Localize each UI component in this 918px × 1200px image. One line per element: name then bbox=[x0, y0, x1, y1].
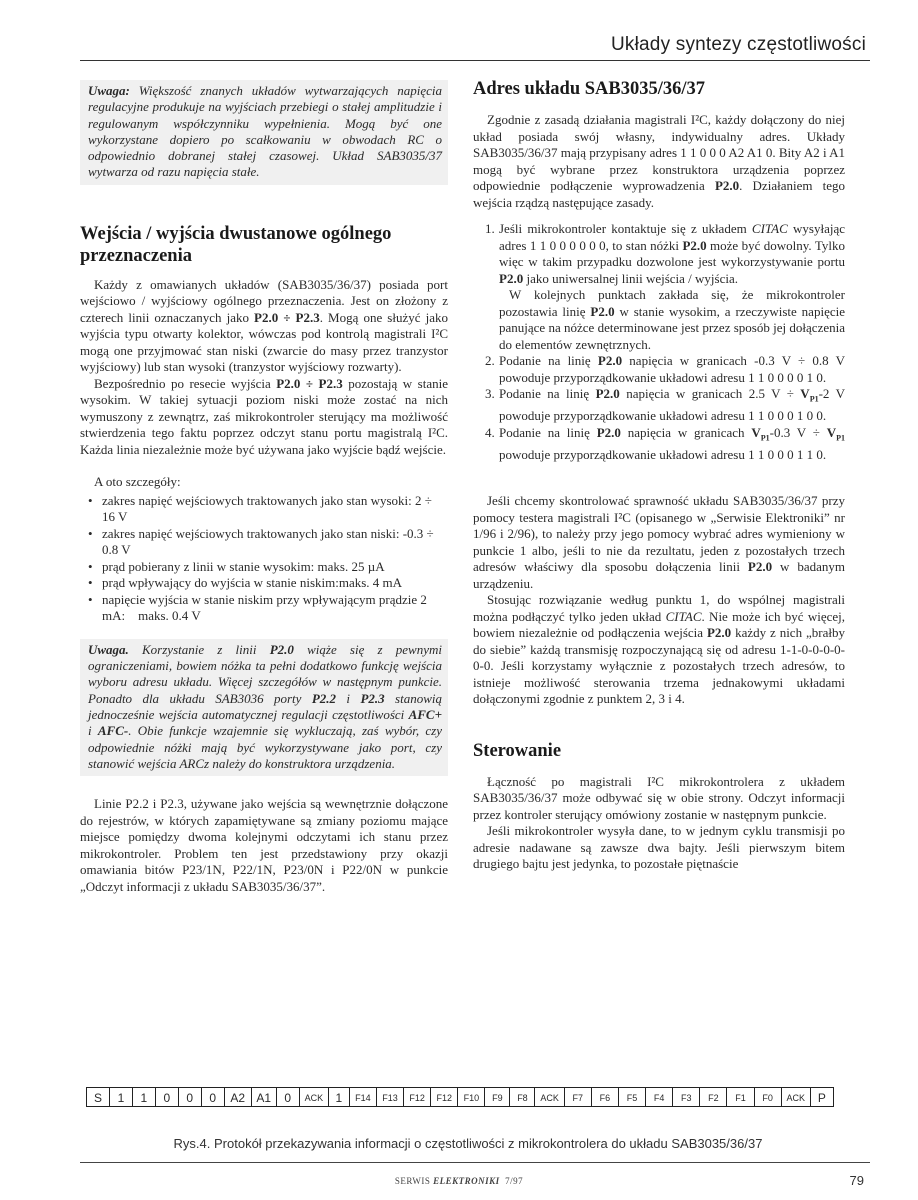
protocol-bit-diagram bbox=[86, 1087, 834, 1107]
bit-cell: F12 bbox=[404, 1088, 431, 1107]
list-item: • prąd wpływający do wyjścia w stanie niskim:maks. 4 mA bbox=[102, 575, 448, 592]
bit-cell: 1 bbox=[328, 1088, 349, 1107]
section-heading-control: Sterowanie bbox=[473, 740, 562, 761]
text: Korzystanie z linii bbox=[128, 641, 270, 657]
bit-cell: 0 bbox=[201, 1088, 224, 1107]
footer-brand: ELEKTRONIKI bbox=[433, 1176, 500, 1186]
bit-cell: F6 bbox=[591, 1088, 618, 1107]
section-heading-io: Wejścia / wyjścia dwustanowe ogólnego przeznaczenia bbox=[80, 223, 392, 266]
paragraph: Jeśli mikrokontroler wysyła dane, to w jednym cyklu transmisji po adresie nadawane są zawsze dwa bajty. Jeśli pierwszym bitem drugiego bajtu jest jedynka, to pozostałe piętnaście bbox=[473, 823, 845, 872]
text-bold: P2.0 bbox=[596, 424, 621, 440]
text: napięcia w granicach bbox=[620, 424, 752, 440]
bit-cell: 1 bbox=[132, 1088, 155, 1107]
text-bold: AFC- bbox=[97, 723, 129, 739]
page-number: 79 bbox=[849, 1173, 864, 1188]
text-bold: P2.0 bbox=[499, 270, 524, 286]
list-item bbox=[485, 386, 845, 425]
item-number: 1. bbox=[485, 221, 495, 236]
bit-cell: 1 bbox=[109, 1088, 132, 1107]
list-item: • zakres napięć wejściowych traktowanych jako stan wysoki: 2 ÷ 16 V bbox=[102, 493, 448, 526]
bit-cell: S bbox=[87, 1088, 110, 1107]
note-box-1 bbox=[80, 80, 448, 185]
bit-cell: F1 bbox=[727, 1088, 754, 1107]
paragraph: Linie P2.2 i P2.3, używane jako wejścia są wewnętrznie dołączone do rejestrów, w których zapamiętywane są zmiany poziomu mające miejsce pomiędzy dwoma kolejnymi odczytami ich stanu przez mikrokontroler. Problem ten jest przedstawiony przy okazji omawiania bitów P23/1N, P22/1N, P23/0N i P22/0N w punkcie „Odczyt informacji z układu SAB3035/36/37”. bbox=[80, 796, 448, 894]
text-bold: P2.0 bbox=[590, 303, 615, 319]
bit-cell: F8 bbox=[510, 1088, 535, 1107]
item-number: 4. bbox=[485, 424, 495, 440]
bit-cell: F13 bbox=[376, 1088, 403, 1107]
text-bold: P2.2 bbox=[311, 690, 337, 706]
paragraph bbox=[80, 277, 448, 376]
footer-issue: 7/97 bbox=[505, 1176, 524, 1186]
text-bold: P2.0 bbox=[682, 237, 707, 253]
text: i bbox=[336, 690, 361, 706]
text-bold: V bbox=[800, 386, 810, 401]
specs-list bbox=[80, 493, 448, 625]
note-label: Uwaga: bbox=[88, 83, 130, 98]
text-bold: P2.0 ÷ P2.3 bbox=[276, 375, 343, 391]
text: każdy z nich „brałby do siebie” każdą transmisję rozpoczynającą się od adresu 1-1-0-0-0-0-0-0. Jeśli korzystamy wyłącznie z pozostałych trzech adresów, to istnieje możliwość sterowania trzema jednakowymi układami dołączonymi zgodnie z punktem 2, 3 i 4. bbox=[473, 625, 845, 707]
bit-cell: F9 bbox=[485, 1088, 510, 1107]
note-label: Uwaga. bbox=[88, 641, 129, 657]
running-header: Układy syntezy częstotliwości bbox=[611, 34, 866, 55]
text: -2 V powoduje przyporządkowanie układowi adresu 1 1 0 0 0 1 0 0. bbox=[499, 386, 845, 424]
bit-cell: 0 bbox=[178, 1088, 201, 1107]
list-item: • prąd pobierany z linii w stanie wysokim: maks. 25 µA bbox=[102, 559, 448, 576]
text: Jeśli chcemy skontrolować sprawność układu SAB3035/36/37 przy pomocy testera magistrali I²C (opisanego w „Serwisie Elektroniki” nr 1/96 i 2/96), to należy przy jego pomocy wybrać adres wymieniony w punkcie 1 albo, jeśli to nie da rezultatu, jeden z pozostałych trzech adresów właściwy dla sposobu dołączenia linii bbox=[473, 493, 845, 575]
bit-cell: F0 bbox=[754, 1088, 781, 1107]
text: stanowią jednocześnie wejścia automatycznej regulacji częstotliwości bbox=[88, 690, 442, 722]
bit-cell: F4 bbox=[646, 1088, 673, 1107]
bit-cell-ack: ACK bbox=[535, 1088, 564, 1107]
text: -0.3 V ÷ bbox=[769, 424, 827, 440]
text: napięcia w granicach -0.3 V ÷ 0.8 V powoduje przyporządkowanie układowi adresu 1 1 0 0 0 0 1 0. bbox=[499, 353, 846, 385]
item-number: 3. bbox=[485, 386, 495, 401]
footer bbox=[0, 1176, 918, 1186]
text-italic: CITAC bbox=[665, 608, 702, 624]
paragraph bbox=[473, 112, 845, 211]
text: pozostają w stanie wysokim. W takiej sytuacji poziom niski może zostać na nich wymuszony z zewnątrz, zaś mikrokontroler sterujący ma możliwość stwierdzenia tego faktu poprzez odczyt stanu portu magistralą I²C. Każda linia niezależnie może być używana jako wyjście bądź wejście. bbox=[80, 375, 448, 457]
footer-rule bbox=[80, 1162, 870, 1163]
bit-cell: F12 bbox=[431, 1088, 458, 1107]
text: Podanie na linię bbox=[499, 424, 597, 440]
text: Bezpośrednio po resecie wyjścia bbox=[94, 375, 277, 391]
text: Stosując rozwiązanie według punktu 1, do wspólnej magistrali można podłączyć tylko jeden układ bbox=[473, 592, 845, 624]
text: Zgodnie z zasadą działania magistrali I²C, każdy dołączony do niej układ posiada swój własny, indywidualny adres. Układy SAB3035/36/37 mają przypisany adres 1 1 0 0 0 A2 A1 0. Bity A2 i A1 mogą być wybrane przez konstruktora urządzenia poprzez odpowiednie podłączenie wyprowadzenia bbox=[473, 112, 845, 193]
subscript: P1 bbox=[760, 433, 770, 443]
right-column bbox=[473, 78, 845, 873]
bit-cell: F3 bbox=[673, 1088, 700, 1107]
text-bold: P2.0 bbox=[595, 386, 620, 401]
text: W kolejnych punktach zakłada się, że mikrokontroler pozostawia linię bbox=[499, 287, 845, 319]
text: może być dowolny. Tylko więc w takim przypadku dozwolone jest wykorzystywanie portu bbox=[499, 237, 845, 269]
text: . Obie funkcje wzajemnie się wykluczają, zaś wybór, czy odpowiednie nóżki mają być wykorzystywane jako port, czy stanowić wejścia ARCz należy do konstruktora urządzenia. bbox=[88, 723, 442, 771]
list-item: • napięcie wyjścia w stanie niskim przy wpływającym prądzie 2 mA: maks. 0.4 V bbox=[102, 592, 448, 625]
bit-cell-ack: ACK bbox=[781, 1088, 810, 1107]
text: i bbox=[88, 723, 98, 739]
item-number: 2. bbox=[485, 353, 495, 368]
bit-cell: F5 bbox=[618, 1088, 645, 1107]
list-item: • zakres napięć wejściowych traktowanych jako stan niski: -0.3 ÷ 0.8 V bbox=[102, 526, 448, 559]
text: wiąże się z pewnymi ograniczeniami, bowiem nóżka ta pełni dodatkowo funkcję wejścia wyboru adresu układu. Więcej szczegółów w następnym punkcie. Ponadto dla układu SAB3036 porty bbox=[88, 641, 442, 706]
bit-cell: F7 bbox=[564, 1088, 591, 1107]
text-bold: P2.0 bbox=[597, 353, 623, 368]
text: Podanie na linię bbox=[499, 353, 598, 368]
details-intro: A oto szczegóły: bbox=[94, 474, 181, 490]
text: Jeśli mikrokontroler kontaktuje się z układem bbox=[499, 221, 752, 236]
bit-cell: F10 bbox=[458, 1088, 485, 1107]
bit-cell: F14 bbox=[349, 1088, 376, 1107]
header-rule bbox=[80, 60, 870, 61]
bit-cell: A2 bbox=[224, 1088, 251, 1107]
text: . Nie może ich być więcej, bowiem niezależnie od podłączenia wejścia bbox=[473, 608, 845, 641]
text-bold: P2.0 bbox=[269, 641, 294, 657]
subscript: P1 bbox=[836, 433, 846, 443]
figure-caption: Rys.4. Protokół przekazywania informacji o częstotliwości z mikrokontrolera do układu SAB3035/36/37 bbox=[173, 1136, 763, 1151]
section-heading-address: Adres układu SAB3035/36/37 bbox=[473, 79, 705, 99]
list-item-continuation bbox=[499, 287, 845, 353]
text: w badanym urządzeniu. bbox=[473, 559, 845, 591]
paragraph bbox=[473, 592, 845, 708]
list-item bbox=[485, 424, 846, 464]
text-italic: CITAC bbox=[751, 221, 788, 236]
text: . Mogą one służyć jako wyjścia typu otwarty kolektor, wówczas pod kontrolą magistrali I²C mogą one przyjmować stan niski (zwarcie do masy przez tranzystor wyjściowy) lub stan wysoki (tranzystor wyjściowy rozwarty). bbox=[80, 309, 448, 375]
bit-cell: F2 bbox=[700, 1088, 727, 1107]
paragraph: Łączność po magistrali I²C mikrokontrolera z układem SAB3035/36/37 może odbywać się w obie strony. Odczyt informacji przez kontroler sterujący omówiony zostanie w następnym punkcie. bbox=[473, 773, 845, 822]
list-item bbox=[485, 353, 846, 386]
bit-cell: 0 bbox=[276, 1088, 299, 1107]
text: wysyłając adres 1 1 0 0 0 0 0 0, to stan nóżki bbox=[499, 221, 846, 253]
text: napięcia w granicach 2.5 V ÷ bbox=[619, 386, 801, 401]
text-bold: V bbox=[751, 424, 761, 440]
text: jako uniwersalnej linii wejścia / wyjścia. bbox=[523, 270, 739, 286]
subscript: P1 bbox=[809, 394, 819, 404]
note-box-2 bbox=[80, 639, 448, 776]
text: w stanie wysokim, a rzeczywiste napięcie panujące na nóżce determinowane jest przez sposób jej dołączenia do elementów zewnętrznych. bbox=[499, 303, 845, 352]
text-bold: P2.0 ÷ P2.3 bbox=[254, 309, 320, 325]
text-bold: P2.0 bbox=[706, 625, 732, 641]
paragraph bbox=[473, 493, 845, 592]
bit-cell: P bbox=[810, 1088, 833, 1107]
text-bold: P2.0 bbox=[714, 178, 740, 193]
text: . Działaniem tego wejścia rządzą następujące zasady. bbox=[473, 178, 845, 210]
text: Każdy z omawianych układów (SAB3035/36/37) posiada port wejściowo / wyjściowy ogólnego przeznaczenia. Jest on złożony z czterech linii oznaczanych jako bbox=[80, 276, 448, 325]
text: powoduje przyporządkowanie układowi adresu 1 1 0 0 0 1 1 0. bbox=[499, 446, 827, 462]
address-rules-list bbox=[473, 221, 845, 463]
bit-cell: 0 bbox=[155, 1088, 178, 1107]
bit-cell-ack: ACK bbox=[299, 1088, 328, 1107]
text-bold: P2.0 bbox=[747, 559, 773, 575]
bit-cell: A1 bbox=[251, 1088, 276, 1107]
paragraph bbox=[80, 376, 448, 459]
text-bold: P2.3 bbox=[360, 690, 385, 706]
list-item bbox=[485, 221, 846, 287]
left-column bbox=[80, 78, 448, 895]
text: Podanie na linię bbox=[499, 386, 596, 401]
note-text: Większość znanych układów wytwarzających napięcia regulacyjne produkuje na wyjściach przebiegi o stałej amplitudzie i regulowanym współczynniku wypełnienia. Mogą być one wykorzystane dopiero po scałkowaniu w obwodach RC o odpowiednio dobranej stałej czasowej. Układ SAB3035/37 wytwarza od razu napięcia stałe. bbox=[88, 83, 442, 180]
footer-serwis: SERWIS bbox=[394, 1176, 431, 1186]
text-bold: V bbox=[826, 424, 837, 440]
text-bold: AFC+ bbox=[408, 706, 442, 722]
